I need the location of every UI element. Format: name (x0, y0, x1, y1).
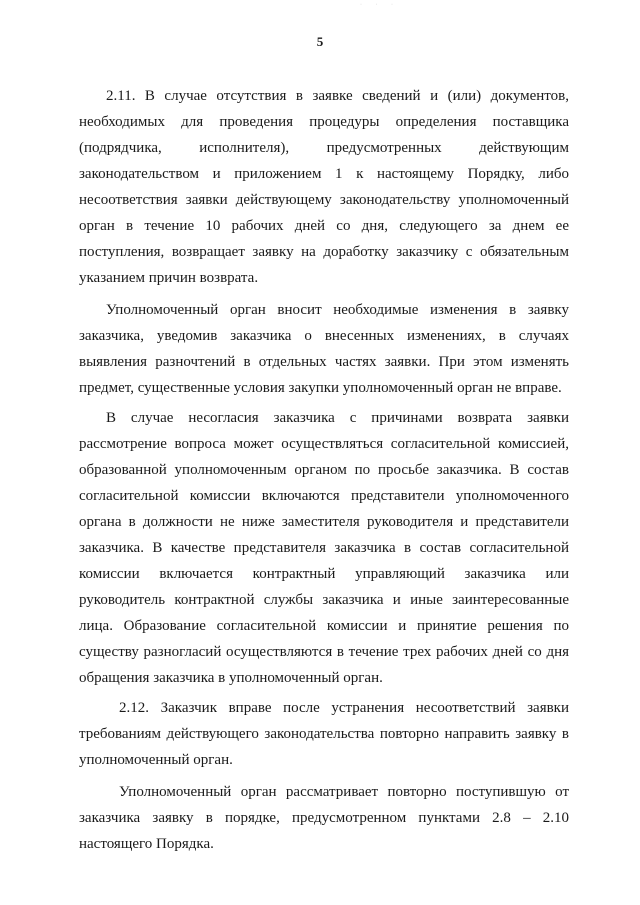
paragraph-repeat-review: Уполномоченный орган рассматривает повторно поступившую от заказчика заявку в порядке, предусмотренном пунктами 2.8 – 2.10 настоящего Порядка. (79, 784, 569, 852)
page-number: 5 (316, 34, 324, 49)
paragraph-authority-changes: Уполномоченный орган вносит необходимые изменения в заявку заказчика, уведомив заказчика о внесенных изменениях, в случаях выявления разночтений в отдельных частях заявки. При этом изменять предмет, существенные условия закупки уполномоченный орган не вправе. (79, 302, 569, 396)
paragraph-conciliation-commission: В случае несогласия заказчика с причинами возврата заявки рассмотрение вопроса может осуществляться согласительной комиссией, образованной уполномоченным органом по просьбе заказчика. В состав согласительной комиссии включаются представители уполномоченного органа в должности не ниже заместителя руководителя и представители заказчика. В качестве представителя заказчика в состав согласительной комиссии включается контрактный управляющий заказчика или руководитель контрактной службы заказчика и иные заинтересованные лица. Образование согласительной комиссии и принятие решения по существу разногласий осуществляются в течение трех рабочих дней со дня обращения заказчика в уполномоченный орган. (79, 410, 569, 686)
paragraph-2-12: 2.12. Заказчик вправе после устранения несоответствий заявки требованиям действующего законодательства повторно направить заявку в уполномоченный орган. (79, 700, 569, 768)
scan-artifact: · · · (360, 2, 399, 8)
paragraph-2-11: 2.11. В случае отсутствия в заявке сведений и (или) документов, необходимых для проведения процедуры определения поставщика (подрядчика, исполнителя), предусмотренных действующим законодательством и приложением 1 к настоящему Порядку, либо несоответствия заявки действующему законодательству уполномоченный орган в течение 10 рабочих дней со дня, следующего за днем ее поступления, возвращает заявку на доработку заказчику с обязательным указанием причин возврата. (79, 88, 569, 286)
document-body (79, 83, 569, 857)
